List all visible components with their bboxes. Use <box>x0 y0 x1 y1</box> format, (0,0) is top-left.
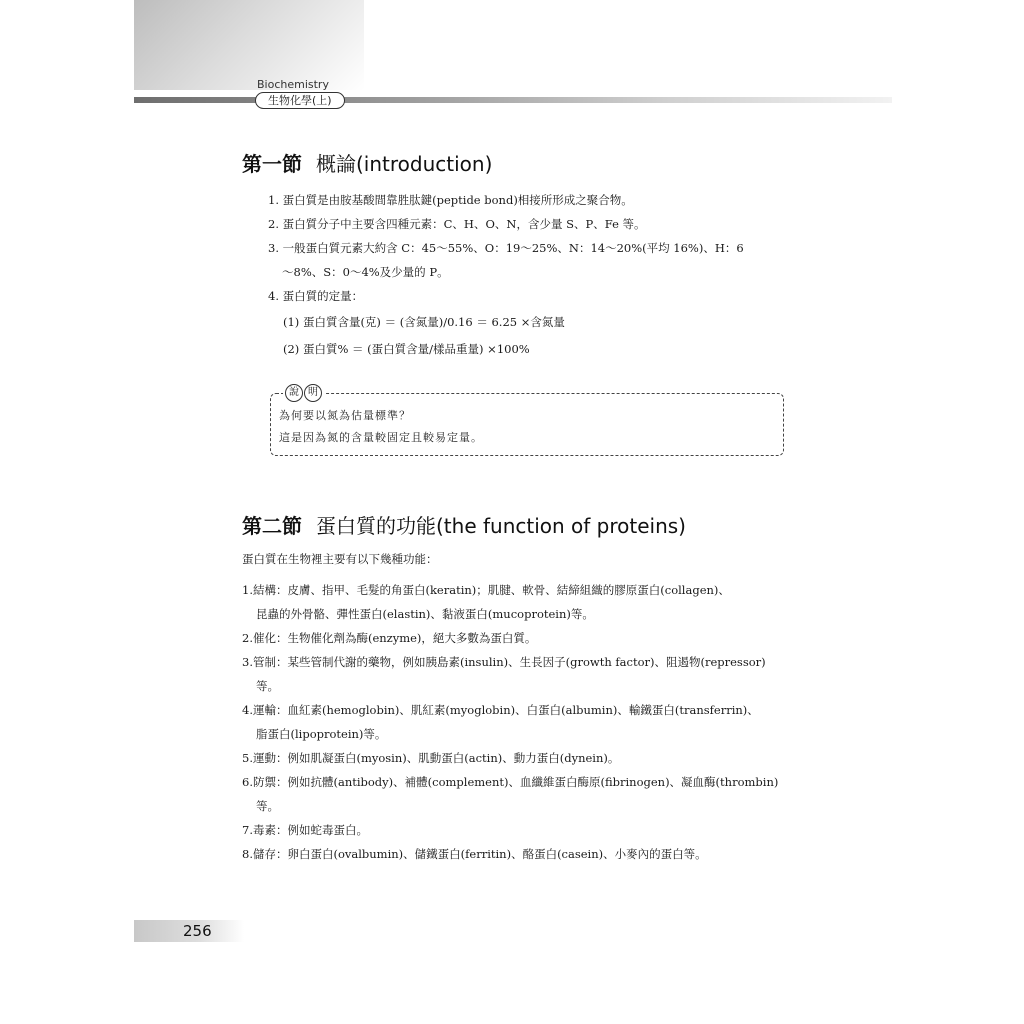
list-item: 4.運輸：血紅素(hemoglobin)、肌紅素(myoglobin)、白蛋白(albumin)、輸鐵蛋白(transferrin)、 脂蛋白(lipoprotein)等。 <box>242 703 759 741</box>
list-item: 1.結構：皮膚、指甲、毛髮的角蛋白(keratin)；肌腱、軟骨、結締組織的膠原蛋白(collagen)、 昆蟲的外骨骼、彈性蛋白(elastin)、黏液蛋白(mucoprotein)等。 <box>242 583 730 621</box>
section1-title <box>242 148 492 177</box>
section2-title <box>242 510 686 539</box>
header-subject-zh: 生物化學(上) <box>255 92 345 109</box>
section1-number: 第一節 <box>242 152 302 176</box>
list-item: 6.防禦：例如抗體(antibody)、補體(complement)、血纖維蛋白酶原(fibrinogen)、凝血酶(thrombin) 等。 <box>242 775 779 813</box>
section2-intro: 蛋白質在生物裡主要有以下幾種功能： <box>242 552 438 566</box>
list-item: 7.毒素：例如蛇毒蛋白。 <box>242 823 368 837</box>
corner-gradient <box>134 0 364 90</box>
list-item: 2. 蛋白質分子中主要含四種元素：C、H、O、N，含少量 S、P、Fe 等。 <box>268 217 646 231</box>
note-question: 為何要以氮為估量標準？ <box>279 409 411 422</box>
section2-heading: 蛋白質的功能(the function of proteins) <box>316 514 686 538</box>
list-item: 8.儲存：卵白蛋白(ovalbumin)、儲鐵蛋白(ferritin)、酪蛋白(casein)、小麥內的蛋白等。 <box>242 847 707 861</box>
formula-protein-percent: (2) 蛋白質% ＝ (蛋白質含量/樣品重量) ×100% <box>283 342 530 356</box>
note-answer: 這是因為氮的含量較固定且較易定量。 <box>279 431 483 444</box>
list-item: 3. 一般蛋白質元素大約含 C：45～55%、O：19～25%、N：14～20%(平均 16%)、H：6 ～8%、S：0～4%及少量的 P。 <box>268 241 744 279</box>
list-item: 1. 蛋白質是由胺基酸間靠胜肽鍵(peptide bond)相接所形成之聚合物。 <box>268 193 633 207</box>
note-badge-char: 明 <box>304 384 322 402</box>
list-item: 5.運動：例如肌凝蛋白(myosin)、肌動蛋白(actin)、動力蛋白(dynein)。 <box>242 751 620 765</box>
page-number: 256 <box>183 922 212 940</box>
list-item: 4. 蛋白質的定量： <box>268 289 364 303</box>
section1-list <box>268 188 788 308</box>
header-bar <box>134 97 892 103</box>
note-badge <box>283 384 325 402</box>
formula-protein-content: (1) 蛋白質含量(克) ＝ (含氮量)/0.16 ＝ 6.25 ×含氮量 <box>283 315 565 329</box>
section2-list <box>242 578 794 866</box>
note-box <box>270 393 784 456</box>
header-subject-en: Biochemistry <box>257 78 329 91</box>
section1-heading: 概論(introduction) <box>316 152 493 176</box>
section2-number: 第二節 <box>242 514 302 538</box>
list-item: 2.催化：生物催化劑為酶(enzyme)，絕大多數為蛋白質。 <box>242 631 537 645</box>
note-badge-char: 說 <box>285 384 303 402</box>
list-item: 3.管制：某些管制代謝的藥物，例如胰島素(insulin)、生長因子(growth factor)、阻遏物(repressor) 等。 <box>242 655 766 693</box>
